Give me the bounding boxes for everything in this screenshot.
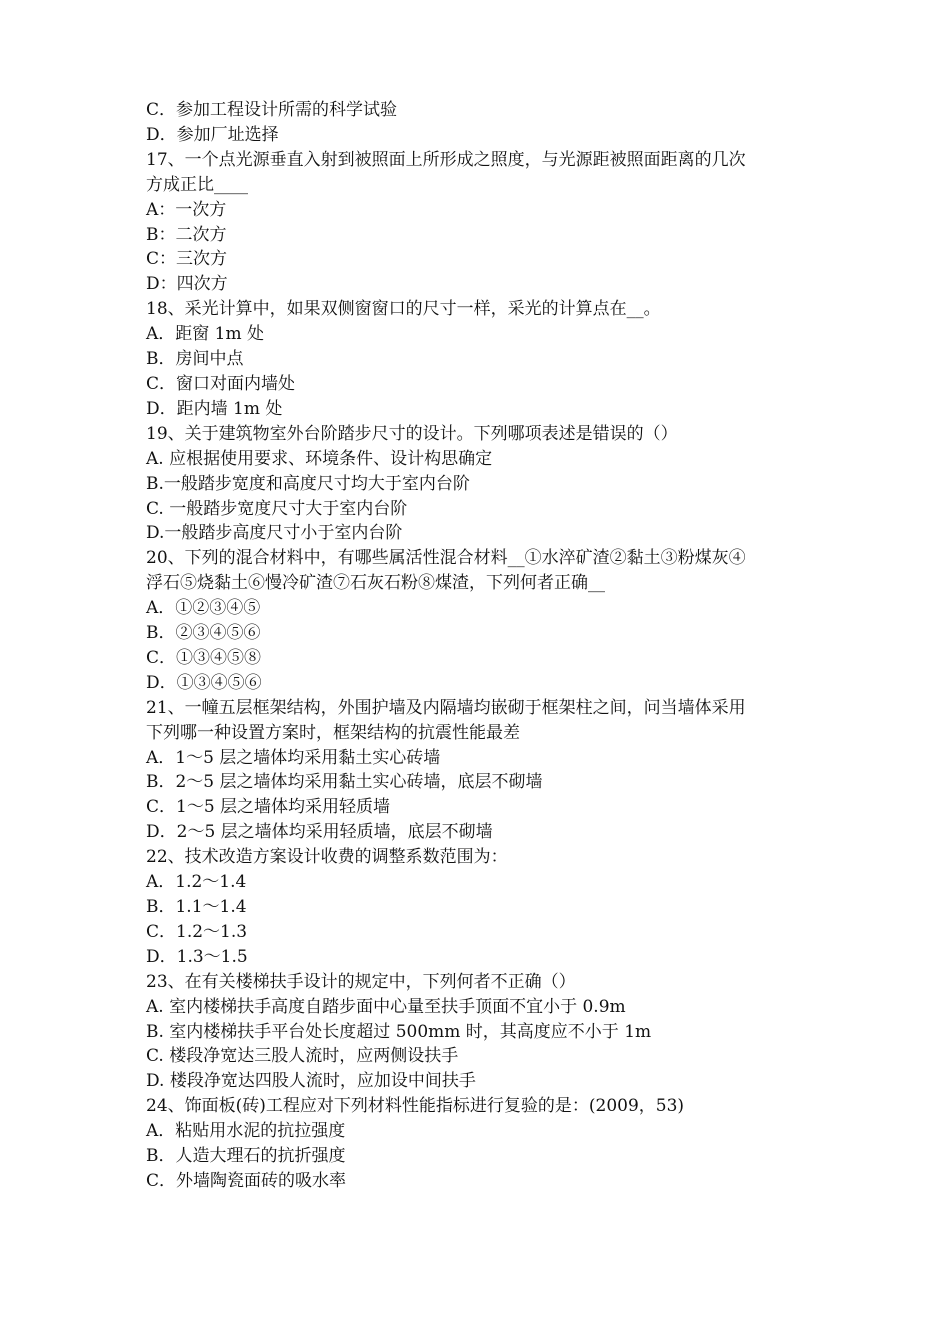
text-line: 22、技术改造方案设计收费的调整系数范围为： — [146, 847, 508, 868]
text-line: D．1.3～1.5 — [146, 946, 248, 967]
text-line: 20、下列的混合材料中，有哪些属活性混合材料__①水淬矿渣②黏土③粉煤灰④ — [146, 548, 746, 569]
text-line: 18、采光计算中，如果双侧窗窗口的尺寸一样，采光的计算点在__。 — [146, 299, 661, 320]
text-line: B.一般踏步宽度和高度尺寸均大于室内台阶 — [146, 473, 470, 494]
text-line: C. 一般踏步宽度尺寸大于室内台阶 — [146, 498, 408, 519]
text-line: B：二次方 — [146, 224, 227, 245]
text-line: A．1.2～1.4 — [146, 872, 247, 893]
text-line: D. 楼段净宽达四股人流时，应加设中间扶手 — [146, 1071, 476, 1092]
text-line: A．1～5 层之墙体均采用黏土实心砖墙 — [146, 747, 441, 768]
document-body — [146, 98, 816, 1194]
text-line: C．1～5 层之墙体均采用轻质墙 — [146, 797, 391, 818]
text-line: A. 应根据使用要求、环境条件、设计构思确定 — [146, 448, 493, 469]
text-line: C．外墙陶瓷面砖的吸水率 — [146, 1170, 347, 1191]
text-line: B．房间中点 — [146, 349, 244, 370]
text-line: C．①③④⑤⑧ — [146, 647, 262, 668]
text-line: C．参加工程设计所需的科学试验 — [146, 100, 398, 120]
text-line: 24、饰面板(砖)工程应对下列材料性能指标进行复验的是：(2009，53) — [146, 1096, 685, 1117]
text-line: C：三次方 — [146, 249, 228, 270]
text-line: C．1.2～1.3 — [146, 921, 248, 942]
text-line: C. 楼段净宽达三股人流时，应两侧设扶手 — [146, 1046, 459, 1067]
text-line: D．距内墙 1m 处 — [146, 398, 283, 419]
text-line: B．②③④⑤⑥ — [146, 623, 261, 644]
text-line: 方成正比____ — [146, 174, 248, 195]
text-line: 17、一个点光源垂直入射到被照面上所形成之照度，与光源距被照面距离的几次 — [146, 149, 746, 170]
text-line: A．粘贴用水泥的抗拉强度 — [146, 1121, 346, 1142]
text-line: B．1.1～1.4 — [146, 897, 247, 917]
text-line: 浮石⑤烧黏土⑥慢冷矿渣⑦石灰石粉⑧煤渣，下列何者正确__ — [146, 573, 605, 594]
text-line: A．①②③④⑤ — [146, 598, 261, 619]
text-line: C．窗口对面内墙处 — [146, 373, 296, 394]
text-line: D．参加厂址选择 — [146, 124, 279, 145]
text-line: A：一次方 — [146, 199, 227, 220]
text-line: 23、在有关楼梯扶手设计的规定中，下列何者不正确（） — [146, 971, 576, 992]
text-line: B．人造大理石的抗折强度 — [146, 1146, 346, 1167]
text-line: D．①③④⑤⑥ — [146, 672, 262, 693]
text-line: D．2～5 层之墙体均采用轻质墙，底层不砌墙 — [146, 822, 493, 843]
text-line: 19、关于建筑物室外台阶踏步尺寸的设计。下列哪项表述是错误的（） — [146, 423, 678, 444]
text-line: A．距窗 1m 处 — [146, 324, 265, 345]
text-line: 21、一幢五层框架结构，外围护墙及内隔墙均嵌砌于框架柱之间，问当墙体采用 — [146, 697, 746, 718]
text-line: A. 室内楼梯扶手高度自踏步面中心量至扶手顶面不宜小于 0.9m — [146, 996, 626, 1017]
text-line: D：四次方 — [146, 274, 228, 295]
text-line: D.一般踏步高度尺寸小于室内台阶 — [146, 523, 403, 544]
text-line: B．2～5 层之墙体均采用黏土实心砖墙，底层不砌墙 — [146, 772, 543, 793]
text-line: 下列哪一种设置方案时，框架结构的抗震性能最差 — [146, 722, 520, 743]
text-line: B. 室内楼梯扶手平台处长度超过 500mm 时，其高度应不小于 1m — [146, 1021, 652, 1042]
